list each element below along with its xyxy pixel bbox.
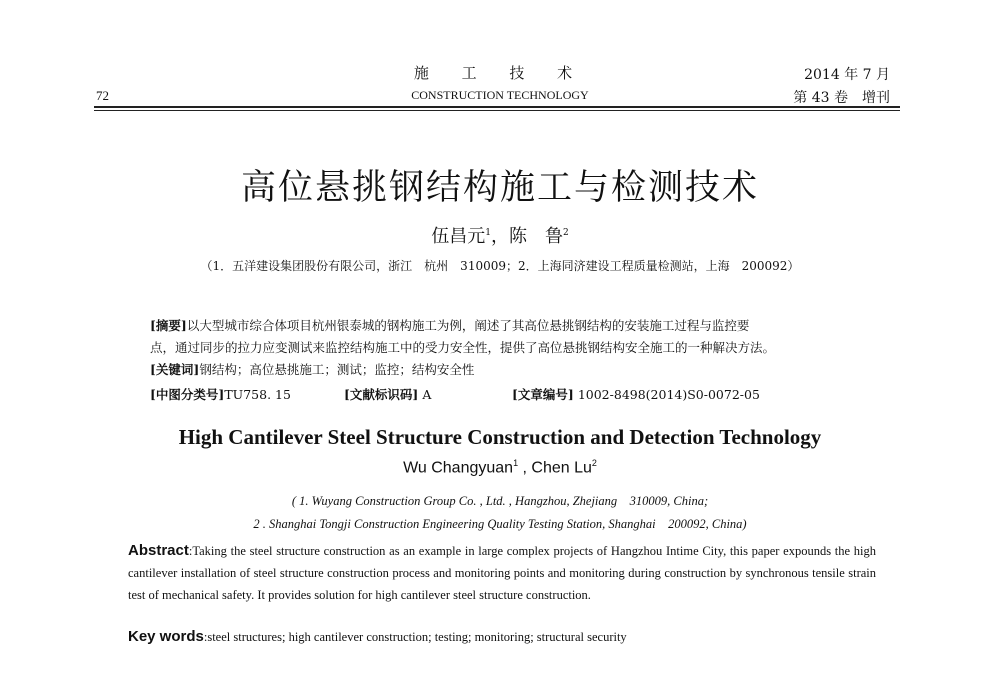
journal-name-cn: 施 工 技 术 <box>413 64 587 82</box>
issue-volume: 第 43 卷 增刊 <box>793 90 890 106</box>
abstract-en-sep: : <box>188 544 193 558</box>
paper-title-en: High Cantilever Steel Structure Construction and Detection Technology <box>178 425 822 449</box>
author-separator-en: , <box>518 459 532 477</box>
header-rule-thin <box>94 110 900 111</box>
page-number: 72 <box>96 88 109 103</box>
abstract-en <box>128 540 876 606</box>
keywords-en <box>128 628 627 645</box>
author-1-cn: 伍昌元 <box>431 226 486 247</box>
abstract-cn-line-2: 点，通过同步的拉力应变测试来监控结构施工中的受力安全性，提供了高位悬挑钢结构安全施工的一种解决方法。 <box>150 340 776 355</box>
author-1-mark-en: 1 <box>513 458 519 468</box>
affiliation-en-line-1: ( 1. Wuyang Construction Group Co. , Ltd. , Hangzhou, Zhejiang 310009, China; <box>291 494 709 508</box>
document-code <box>344 384 431 406</box>
abstract-cn-line-1 <box>150 315 749 337</box>
issue-date: 2014 年 7 月 <box>804 67 890 83</box>
keywords-en-text: steel structures; high cantilever construction; testing; monitoring; structural security <box>207 630 627 644</box>
abstract-cn-label: [摘要] <box>150 318 187 333</box>
abstract-en-text: Taking the steel structure construction as an example in large complex projects of Hangzhou Intime City, this paper expounds the high cantilever installation of steel structure construction process and monitoring points and monitoring during construction by synchronous tensile strain test of mechanical safety. It provides solution for high cantilever steel structure construction. <box>128 544 876 602</box>
affiliation-en-line-2: 2 . Shanghai Tongji Construction Engineering Quality Testing Station, Shanghai 200092, China) <box>253 517 747 531</box>
paper-title-cn: 高位悬挑钢结构施工与检测技术 <box>240 168 759 208</box>
abstract-cn-text-1: 以大型城市综合体项目杭州银泰城的钢构施工为例，阐述了其高位悬挑钢结构的安装施工过程与监控要 <box>186 318 750 333</box>
keywords-cn-text: 钢结构；高位悬挑施工；测试；监控；结构安全性 <box>199 362 475 377</box>
keywords-cn-label: [关键词] <box>150 362 200 377</box>
author-1-mark-cn: 1 <box>485 228 491 238</box>
authors-cn <box>0 222 1000 248</box>
keywords-en-label: Key words <box>128 628 204 645</box>
affiliation-cn: （1．五洋建设集团股份有限公司，浙江 杭州 310009；2．上海同济建设工程质量检测站，上海 200092） <box>200 259 800 273</box>
doc-code-label: [文献标识码] <box>344 387 419 402</box>
clc-value: TU758. 15 <box>224 387 291 402</box>
journal-name-en: CONSTRUCTION TECHNOLOGY <box>411 88 589 102</box>
keywords-en-sep: : <box>203 630 208 644</box>
article-number-label: [文章编号] <box>512 387 574 402</box>
header-rule-thick <box>94 106 900 108</box>
authors-en <box>0 458 1000 477</box>
abstract-en-label: Abstract <box>128 542 189 559</box>
keywords-cn <box>150 359 474 381</box>
author-2-cn: 陈 鲁 <box>509 226 563 247</box>
author-separator-cn: ， <box>491 226 509 247</box>
author-2-mark-en: 2 <box>591 458 597 468</box>
author-1-en: Wu Changyuan <box>403 459 514 477</box>
article-number <box>512 384 760 406</box>
clc-number <box>150 384 291 406</box>
author-2-en: Chen Lu <box>531 459 592 477</box>
doc-code-value: A <box>422 387 432 402</box>
clc-label: [中图分类号] <box>150 387 225 402</box>
article-number-value: 1002-8498(2014)S0-0072-05 <box>577 387 760 402</box>
author-2-mark-cn: 2 <box>563 228 569 238</box>
